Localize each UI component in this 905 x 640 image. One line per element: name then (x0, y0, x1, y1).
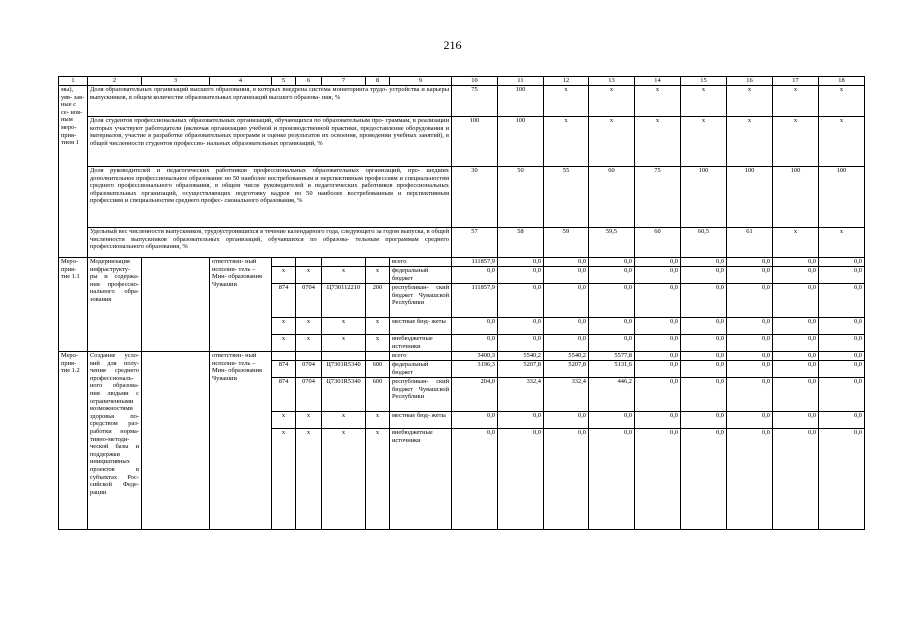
funding-value: 0,0 (498, 318, 544, 335)
indicator-value: x (819, 228, 865, 258)
funding-value: 0,0 (452, 335, 498, 352)
indicator-value: 100 (727, 167, 773, 228)
indicator-value: x (589, 117, 635, 167)
target-code: x (322, 318, 366, 335)
indicator-value: x (589, 86, 635, 117)
funding-value: 204,0 (452, 378, 498, 412)
funding-value: 0,0 (589, 267, 635, 284)
indicator-value: x (681, 117, 727, 167)
funding-value: 0,0 (544, 429, 589, 530)
funding-value: 0,0 (635, 318, 681, 335)
expense-code (366, 258, 390, 267)
funding-value: 0,0 (773, 361, 819, 378)
funding-value: 0,0 (727, 318, 773, 335)
funding-value: 3400,3 (452, 352, 498, 361)
indicator-value: 100 (819, 167, 865, 228)
funding-value: 0,0 (544, 284, 589, 318)
indicator-row (59, 117, 865, 167)
funding-value: 0,0 (635, 361, 681, 378)
funding-value: 0,0 (727, 284, 773, 318)
target-code: x (322, 429, 366, 530)
indicator-value: 57 (452, 228, 498, 258)
indicator-value: x (773, 117, 819, 167)
empty-cell (142, 258, 210, 352)
indicator-value: x (819, 117, 865, 167)
indicator-value: 100 (498, 86, 544, 117)
funding-value: 0,0 (819, 267, 865, 284)
empty-cell (142, 352, 210, 530)
measure-name: Модернизация инфраструкту- ры и содержа- ния профессио- нального обра- зования (88, 258, 142, 352)
indicator-value: 100 (452, 117, 498, 167)
indicator-value: x (635, 117, 681, 167)
funding-value: 0,0 (773, 378, 819, 412)
funding-value: 0,0 (681, 352, 727, 361)
funding-value: 5540,2 (544, 352, 589, 361)
funding-value: 0,0 (819, 412, 865, 429)
indicator-value: x (773, 228, 819, 258)
indicator-text: Доля студентов профессиональных образовательных организаций, обучающихся по образовательным про- граммам, в реализации которых участвуют работодатели (включая организацию учебной и производственной практики, предоставление оборудования и материалов, участие в разработке образовательных программ и оценке результатов их освоения, проведении учебных занятий), в общей численности студентов профессио- нальных образовательных организаций, % (88, 117, 452, 167)
indicator-row (59, 86, 865, 117)
indicator-value: 75 (452, 86, 498, 117)
expense-code: x (366, 412, 390, 429)
indicator-value: 75 (635, 167, 681, 228)
column-number: 18 (819, 77, 865, 86)
funding-value: 3196,3 (452, 361, 498, 378)
funding-value: 0,0 (544, 267, 589, 284)
expense-code: 200 (366, 284, 390, 318)
funding-source: федеральный бюджет (390, 361, 452, 378)
expense-code: x (366, 267, 390, 284)
funding-value: 0,0 (452, 267, 498, 284)
funding-value: 0,0 (589, 258, 635, 267)
funding-value: 0,0 (589, 412, 635, 429)
measure-executor: ответствен- ный исполни- тель – Мин- образования Чувашии (210, 352, 272, 530)
funding-value: 0,0 (681, 412, 727, 429)
funding-value: 5207,8 (498, 361, 544, 378)
section-code: x (296, 318, 322, 335)
expense-code: x (366, 335, 390, 352)
funding-value: 111857,9 (452, 258, 498, 267)
funding-source: всего (390, 352, 452, 361)
funding-value: 0,0 (498, 429, 544, 530)
budget-code: x (272, 318, 296, 335)
budget-code: x (272, 412, 296, 429)
indicator-row (59, 228, 865, 258)
indicator-value: x (544, 86, 589, 117)
funding-value: 5207,8 (544, 361, 589, 378)
funding-value: 0,0 (635, 429, 681, 530)
funding-source: республикан- ский бюджет Чувашской Республики (390, 378, 452, 412)
funding-value: 0,0 (681, 318, 727, 335)
funding-value: 0,0 (727, 335, 773, 352)
measure-row (59, 258, 865, 267)
expense-code: 600 (366, 378, 390, 412)
measure-label: Меро- прия- тие 1.2 (59, 352, 88, 530)
funding-value: 0,0 (727, 267, 773, 284)
section-code: x (296, 267, 322, 284)
column-number: 7 (322, 77, 366, 86)
target-code: x (322, 267, 366, 284)
funding-value: 5577,8 (589, 352, 635, 361)
column-number: 8 (366, 77, 390, 86)
indicator-value: x (544, 117, 589, 167)
funding-value: 0,0 (635, 267, 681, 284)
funding-value: 0,0 (544, 412, 589, 429)
funding-value: 0,0 (589, 429, 635, 530)
section-code: 0704 (296, 378, 322, 412)
indicator-value: x (727, 86, 773, 117)
funding-value: 0,0 (819, 318, 865, 335)
funding-value: 0,0 (727, 429, 773, 530)
budget-code (272, 352, 296, 361)
funding-value: 0,0 (819, 361, 865, 378)
measure-name: Создание усло- вий для полу- чения среднего профессиональ- ного образова- ния людьми с ограниченными возможностями здоровья по- средством раз- работки норма- тивно-методи- ческой базы и поддержки инициативных проектов в субъектах Рос- сийской Феде- рации (88, 352, 142, 530)
indicator-value: 60 (635, 228, 681, 258)
funding-value: 332,4 (544, 378, 589, 412)
indicator-value: x (727, 117, 773, 167)
page-number: 216 (443, 38, 462, 52)
indicator-value: x (773, 86, 819, 117)
target-code: x (322, 412, 366, 429)
funding-value: 0,0 (819, 429, 865, 530)
funding-value: 0,0 (773, 429, 819, 530)
budget-code: 874 (272, 361, 296, 378)
budget-code: 874 (272, 284, 296, 318)
indicator-value: x (819, 86, 865, 117)
indicator-value: 100 (773, 167, 819, 228)
measure-executor: ответствен- ный исполни- тель – Мин- образования Чувашии (210, 258, 272, 352)
budget-code (272, 258, 296, 267)
funding-value: 0,0 (498, 412, 544, 429)
column-number: 16 (727, 77, 773, 86)
column-number: 9 (390, 77, 452, 86)
funding-value: 0,0 (819, 378, 865, 412)
funding-value: 0,0 (681, 429, 727, 530)
funding-value: 0,0 (819, 335, 865, 352)
funding-value: 0,0 (544, 258, 589, 267)
funding-value: 0,0 (589, 284, 635, 318)
budget-code: 874 (272, 378, 296, 412)
funding-value: 0,0 (681, 378, 727, 412)
funding-source: внебюджетные источники (390, 429, 452, 530)
funding-value: 0,0 (452, 412, 498, 429)
section-code: 0704 (296, 361, 322, 378)
target-code: x (322, 335, 366, 352)
indicator-value: x (681, 86, 727, 117)
column-number: 17 (773, 77, 819, 86)
section-code: x (296, 412, 322, 429)
indicator-text: Доля образовательных организаций высшего образования, в которых внедрена система мониторинга трудо- устройства и карьеры выпускников, в общем количестве образовательных организаций высшего образова- ния, % (88, 86, 452, 117)
funding-value: 111857,9 (452, 284, 498, 318)
funding-value: 0,0 (681, 258, 727, 267)
section-code: x (296, 335, 322, 352)
funding-value: 0,0 (635, 378, 681, 412)
measure-label: Меро- прия- тие 1.1 (59, 258, 88, 352)
funding-source: местные бюд- жеты (390, 318, 452, 335)
row-label: мы), уяв- зав- ные с се- нов- ным меро- прия- тием 1 (59, 86, 88, 258)
funding-source: республикан- ский бюджет Чувашской Республики (390, 284, 452, 318)
funding-source: внебюджетные источники (390, 335, 452, 352)
funding-value: 0,0 (773, 412, 819, 429)
funding-value: 0,0 (727, 378, 773, 412)
funding-value: 5540,2 (498, 352, 544, 361)
target-code (322, 352, 366, 361)
funding-value: 446,2 (589, 378, 635, 412)
funding-value: 0,0 (773, 352, 819, 361)
funding-source: федеральный бюджет (390, 267, 452, 284)
funding-value: 0,0 (727, 352, 773, 361)
target-code (322, 258, 366, 267)
indicator-value: 30 (452, 167, 498, 228)
indicator-text: Удельный вес численности выпускников, трудоустроившихся в течение календарного года, следующего за годом выпуска, в общей численности выпускников образовательных организаций, обучавшихся по образова- тельным программам среднего профессионального образования, % (88, 228, 452, 258)
funding-value: 0,0 (589, 318, 635, 335)
funding-value: 0,0 (635, 412, 681, 429)
funding-value: 0,0 (498, 284, 544, 318)
funding-value: 0,0 (773, 335, 819, 352)
funding-value: 0,0 (681, 335, 727, 352)
funding-value: 0,0 (819, 352, 865, 361)
indicator-value: 50 (498, 167, 544, 228)
indicator-value: 60 (589, 167, 635, 228)
funding-value: 0,0 (773, 318, 819, 335)
funding-value: 0,0 (727, 258, 773, 267)
funding-value: 0,0 (635, 284, 681, 318)
budget-code: x (272, 429, 296, 530)
column-number: 4 (210, 77, 272, 86)
funding-value: 0,0 (635, 335, 681, 352)
column-number: 15 (681, 77, 727, 86)
indicator-value: 61 (727, 228, 773, 258)
section-code: 0704 (296, 284, 322, 318)
indicator-text: Доля руководителей и педагогических работников профессиональных образовательных организаций, про- шедших дополнительное профессиональное образование по 50 наиболее востребованным и перспективным профессиям и специальностям среднего профессионального образования, в общем числе руководителей и педагогических работников профессиональных образовательных организаций, осуществляющих подготовку кадров по 50 наиболее востребованным и перспективным профессиям и специальностям среднего профес- сионального образования, % (88, 167, 452, 228)
funding-value: 0,0 (635, 352, 681, 361)
indicator-value: 59,5 (589, 228, 635, 258)
funding-value: 0,0 (773, 267, 819, 284)
funding-value: 0,0 (544, 318, 589, 335)
funding-value: 0,0 (681, 267, 727, 284)
expense-code (366, 352, 390, 361)
budget-code: x (272, 335, 296, 352)
funding-value: 5131,6 (589, 361, 635, 378)
column-number: 5 (272, 77, 296, 86)
indicator-value: x (635, 86, 681, 117)
target-code: Ц7301R5340 (322, 378, 366, 412)
column-number: 12 (544, 77, 589, 86)
indicator-value: 100 (681, 167, 727, 228)
funding-value: 0,0 (498, 267, 544, 284)
indicator-value: 55 (544, 167, 589, 228)
column-number: 14 (635, 77, 681, 86)
funding-value: 0,0 (819, 258, 865, 267)
funding-value: 0,0 (773, 258, 819, 267)
funding-value: 0,0 (727, 412, 773, 429)
funding-value: 0,0 (819, 284, 865, 318)
column-number: 6 (296, 77, 322, 86)
funding-source: всего (390, 258, 452, 267)
target-code: Ц7301R5340 (322, 361, 366, 378)
indicator-value: 59 (544, 228, 589, 258)
expense-code: 600 (366, 361, 390, 378)
funding-value: 0,0 (452, 429, 498, 530)
target-code: Ц730112210 (322, 284, 366, 318)
budget-code: x (272, 267, 296, 284)
column-number: 10 (452, 77, 498, 86)
indicator-value: 58 (498, 228, 544, 258)
funding-value: 0,0 (452, 318, 498, 335)
funding-value: 332,4 (498, 378, 544, 412)
column-number: 13 (589, 77, 635, 86)
funding-value: 0,0 (681, 284, 727, 318)
indicator-row (59, 167, 865, 228)
expense-code: x (366, 429, 390, 530)
column-number-row (59, 77, 865, 86)
funding-value: 0,0 (773, 284, 819, 318)
column-number: 1 (59, 77, 88, 86)
section-code: x (296, 429, 322, 530)
indicator-value: 60,5 (681, 228, 727, 258)
funding-value: 0,0 (727, 361, 773, 378)
measure-row (59, 352, 865, 361)
section-code (296, 258, 322, 267)
funding-source: местные бюд- жеты (390, 412, 452, 429)
column-number: 3 (142, 77, 210, 86)
funding-value: 0,0 (498, 335, 544, 352)
funding-value: 0,0 (635, 258, 681, 267)
funding-value: 0,0 (544, 335, 589, 352)
expense-code: x (366, 318, 390, 335)
funding-value: 0,0 (681, 361, 727, 378)
section-code (296, 352, 322, 361)
column-number: 11 (498, 77, 544, 86)
program-table (58, 76, 865, 530)
funding-value: 0,0 (589, 335, 635, 352)
funding-value: 0,0 (498, 258, 544, 267)
indicator-value: 100 (498, 117, 544, 167)
column-number: 2 (88, 77, 142, 86)
